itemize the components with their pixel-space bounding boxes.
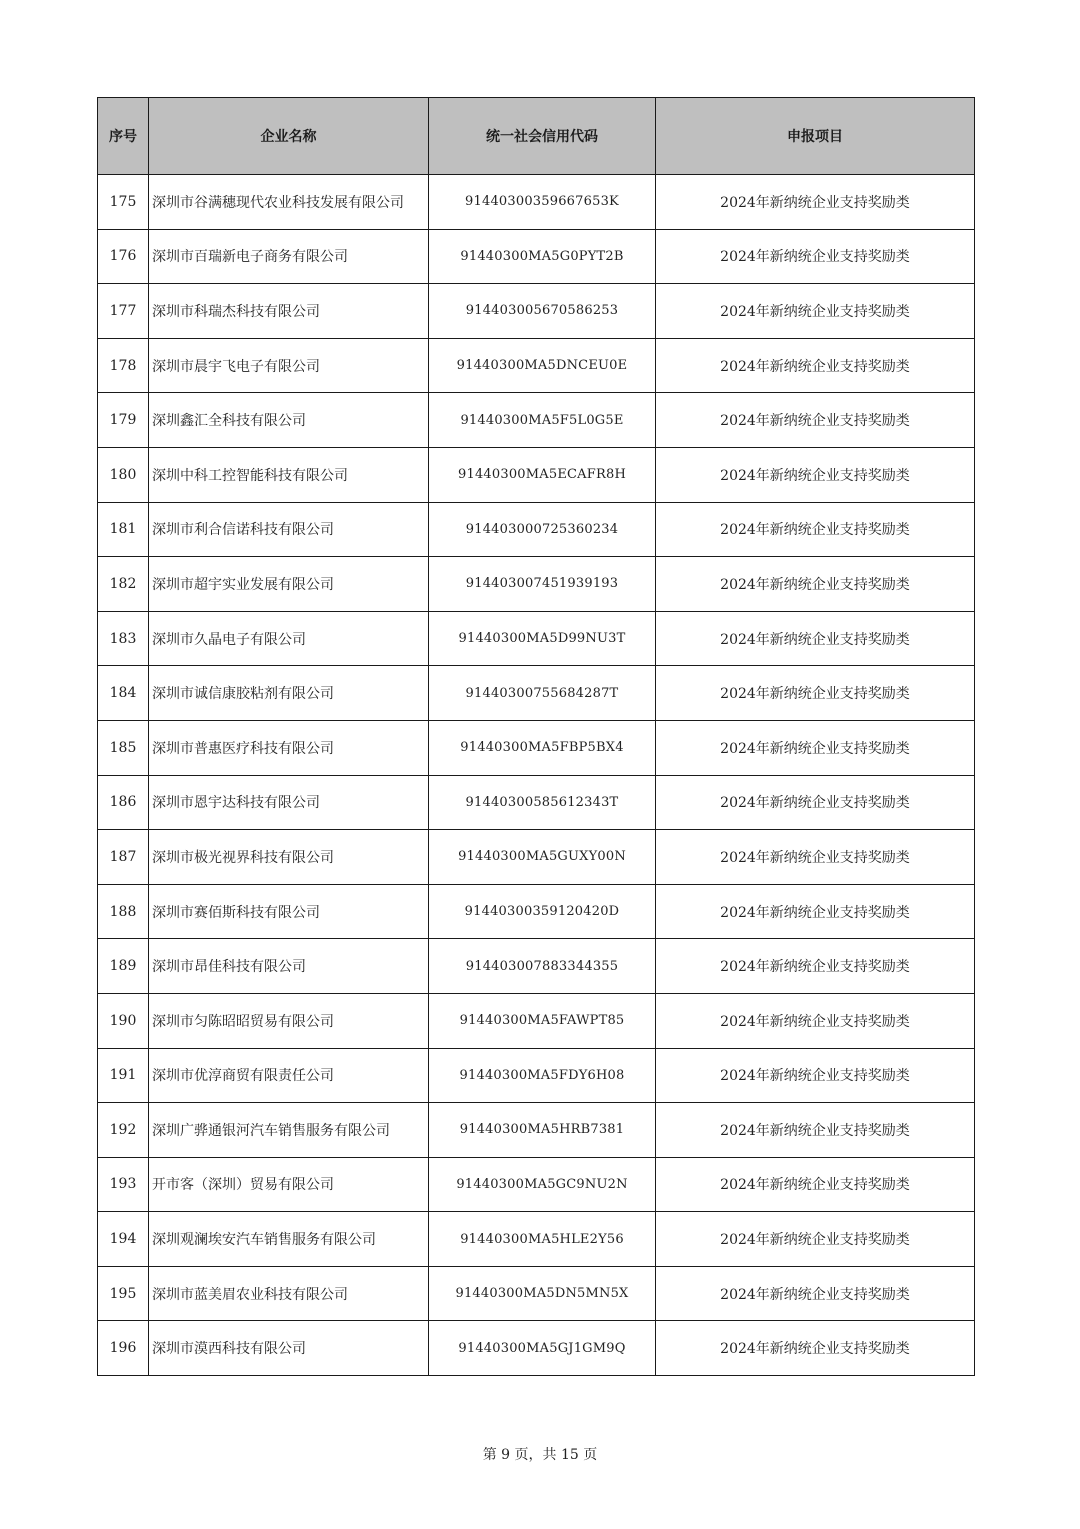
cell-credit-code: 91440300MA5GC9NU2N [429, 1157, 656, 1212]
table-container [97, 97, 974, 1376]
cell-application-item: 2024年新纳统企业支持奖励类 [656, 775, 975, 830]
cell-company-name: 深圳市利合信诺科技有限公司 [149, 502, 429, 557]
cell-serial-number: 189 [98, 939, 149, 994]
cell-serial-number: 178 [98, 338, 149, 393]
cell-application-item: 2024年新纳统企业支持奖励类 [656, 939, 975, 994]
cell-credit-code: 91440300MA5DN5MN5X [429, 1266, 656, 1321]
cell-application-item: 2024年新纳统企业支持奖励类 [656, 502, 975, 557]
table-row [98, 447, 975, 502]
table-row [98, 1212, 975, 1267]
cell-application-item: 2024年新纳统企业支持奖励类 [656, 175, 975, 230]
cell-company-name: 深圳市昂佳科技有限公司 [149, 939, 429, 994]
cell-serial-number: 193 [98, 1157, 149, 1212]
cell-credit-code: 91440300359120420D [429, 884, 656, 939]
table-row [98, 884, 975, 939]
cell-credit-code: 914403005670586253 [429, 284, 656, 339]
cell-company-name: 深圳市谷满穗现代农业科技发展有限公司 [149, 175, 429, 230]
table-row [98, 1321, 975, 1376]
cell-serial-number: 186 [98, 775, 149, 830]
cell-application-item: 2024年新纳统企业支持奖励类 [656, 338, 975, 393]
table-row [98, 1266, 975, 1321]
cell-company-name: 深圳市极光视界科技有限公司 [149, 830, 429, 885]
cell-company-name: 深圳市恩宇达科技有限公司 [149, 775, 429, 830]
cell-company-name: 深圳市科瑞杰科技有限公司 [149, 284, 429, 339]
cell-serial-number: 195 [98, 1266, 149, 1321]
table-row [98, 284, 975, 339]
cell-application-item: 2024年新纳统企业支持奖励类 [656, 229, 975, 284]
cell-company-name: 深圳鑫汇全科技有限公司 [149, 393, 429, 448]
cell-serial-number: 180 [98, 447, 149, 502]
cell-serial-number: 181 [98, 502, 149, 557]
header-credit-code: 统一社会信用代码 [429, 98, 656, 175]
table-row [98, 502, 975, 557]
cell-company-name: 深圳市诚信康胶粘剂有限公司 [149, 666, 429, 721]
cell-credit-code: 91440300MA5FDY6H08 [429, 1048, 656, 1103]
cell-credit-code: 91440300MA5F5L0G5E [429, 393, 656, 448]
table-row [98, 338, 975, 393]
cell-company-name: 深圳市普惠医疗科技有限公司 [149, 720, 429, 775]
cell-credit-code: 91440300MA5ECAFR8H [429, 447, 656, 502]
table-row [98, 1157, 975, 1212]
cell-credit-code: 914403000725360234 [429, 502, 656, 557]
cell-serial-number: 194 [98, 1212, 149, 1267]
cell-company-name: 深圳市蓝美眉农业科技有限公司 [149, 1266, 429, 1321]
cell-credit-code: 91440300MA5GJ1GM9Q [429, 1321, 656, 1376]
cell-company-name: 深圳市赛佰斯科技有限公司 [149, 884, 429, 939]
table-row [98, 720, 975, 775]
table-row [98, 775, 975, 830]
cell-application-item: 2024年新纳统企业支持奖励类 [656, 1103, 975, 1158]
cell-company-name: 深圳市漠西科技有限公司 [149, 1321, 429, 1376]
cell-application-item: 2024年新纳统企业支持奖励类 [656, 284, 975, 339]
cell-application-item: 2024年新纳统企业支持奖励类 [656, 1266, 975, 1321]
table-row [98, 175, 975, 230]
cell-company-name: 深圳市百瑞新电子商务有限公司 [149, 229, 429, 284]
cell-application-item: 2024年新纳统企业支持奖励类 [656, 993, 975, 1048]
cell-serial-number: 192 [98, 1103, 149, 1158]
enterprise-table [97, 97, 975, 1376]
cell-company-name: 开市客（深圳）贸易有限公司 [149, 1157, 429, 1212]
cell-credit-code: 91440300MA5GUXY00N [429, 830, 656, 885]
cell-credit-code: 91440300MA5FBP5BX4 [429, 720, 656, 775]
table-row [98, 830, 975, 885]
table-row [98, 611, 975, 666]
cell-application-item: 2024年新纳统企业支持奖励类 [656, 611, 975, 666]
cell-application-item: 2024年新纳统企业支持奖励类 [656, 720, 975, 775]
cell-company-name: 深圳市匀陈昭昭贸易有限公司 [149, 993, 429, 1048]
cell-company-name: 深圳中科工控智能科技有限公司 [149, 447, 429, 502]
table-row [98, 1048, 975, 1103]
cell-credit-code: 91440300359667653K [429, 175, 656, 230]
cell-serial-number: 184 [98, 666, 149, 721]
cell-application-item: 2024年新纳统企业支持奖励类 [656, 1048, 975, 1103]
cell-serial-number: 190 [98, 993, 149, 1048]
cell-credit-code: 91440300MA5G0PYT2B [429, 229, 656, 284]
cell-application-item: 2024年新纳统企业支持奖励类 [656, 1157, 975, 1212]
table-row [98, 666, 975, 721]
cell-serial-number: 179 [98, 393, 149, 448]
table-body [98, 175, 975, 1376]
cell-application-item: 2024年新纳统企业支持奖励类 [656, 666, 975, 721]
cell-credit-code: 91440300MA5D99NU3T [429, 611, 656, 666]
cell-application-item: 2024年新纳统企业支持奖励类 [656, 830, 975, 885]
cell-serial-number: 191 [98, 1048, 149, 1103]
cell-credit-code: 91440300MA5DNCEU0E [429, 338, 656, 393]
cell-credit-code: 914403007451939193 [429, 557, 656, 612]
table-row [98, 557, 975, 612]
cell-serial-number: 187 [98, 830, 149, 885]
header-company-name: 企业名称 [149, 98, 429, 175]
cell-credit-code: 91440300MA5HLE2Y56 [429, 1212, 656, 1267]
cell-application-item: 2024年新纳统企业支持奖励类 [656, 447, 975, 502]
cell-credit-code: 914403007883344355 [429, 939, 656, 994]
page-footer: 第 9 页，共 15 页 [482, 1447, 598, 1463]
cell-serial-number: 185 [98, 720, 149, 775]
cell-company-name: 深圳市优淳商贸有限责任公司 [149, 1048, 429, 1103]
header-serial-number: 序号 [98, 98, 149, 175]
cell-application-item: 2024年新纳统企业支持奖励类 [656, 1321, 975, 1376]
table-header [98, 98, 975, 175]
cell-serial-number: 196 [98, 1321, 149, 1376]
cell-application-item: 2024年新纳统企业支持奖励类 [656, 557, 975, 612]
cell-serial-number: 175 [98, 175, 149, 230]
cell-credit-code: 91440300755684287T [429, 666, 656, 721]
cell-company-name: 深圳广骅通银河汽车销售服务有限公司 [149, 1103, 429, 1158]
cell-application-item: 2024年新纳统企业支持奖励类 [656, 1212, 975, 1267]
cell-company-name: 深圳市晨宇飞电子有限公司 [149, 338, 429, 393]
cell-company-name: 深圳市超宇实业发展有限公司 [149, 557, 429, 612]
cell-application-item: 2024年新纳统企业支持奖励类 [656, 393, 975, 448]
cell-credit-code: 91440300MA5HRB7381 [429, 1103, 656, 1158]
cell-serial-number: 177 [98, 284, 149, 339]
cell-credit-code: 91440300585612343T [429, 775, 656, 830]
cell-company-name: 深圳市久晶电子有限公司 [149, 611, 429, 666]
table-row [98, 993, 975, 1048]
cell-serial-number: 188 [98, 884, 149, 939]
table-row [98, 393, 975, 448]
header-application-item: 申报项目 [656, 98, 975, 175]
table-row [98, 229, 975, 284]
cell-serial-number: 183 [98, 611, 149, 666]
cell-serial-number: 182 [98, 557, 149, 612]
table-row [98, 1103, 975, 1158]
cell-application-item: 2024年新纳统企业支持奖励类 [656, 884, 975, 939]
header-row [98, 98, 975, 175]
cell-credit-code: 91440300MA5FAWPT85 [429, 993, 656, 1048]
table-row [98, 939, 975, 994]
cell-company-name: 深圳观澜埃安汽车销售服务有限公司 [149, 1212, 429, 1267]
cell-serial-number: 176 [98, 229, 149, 284]
